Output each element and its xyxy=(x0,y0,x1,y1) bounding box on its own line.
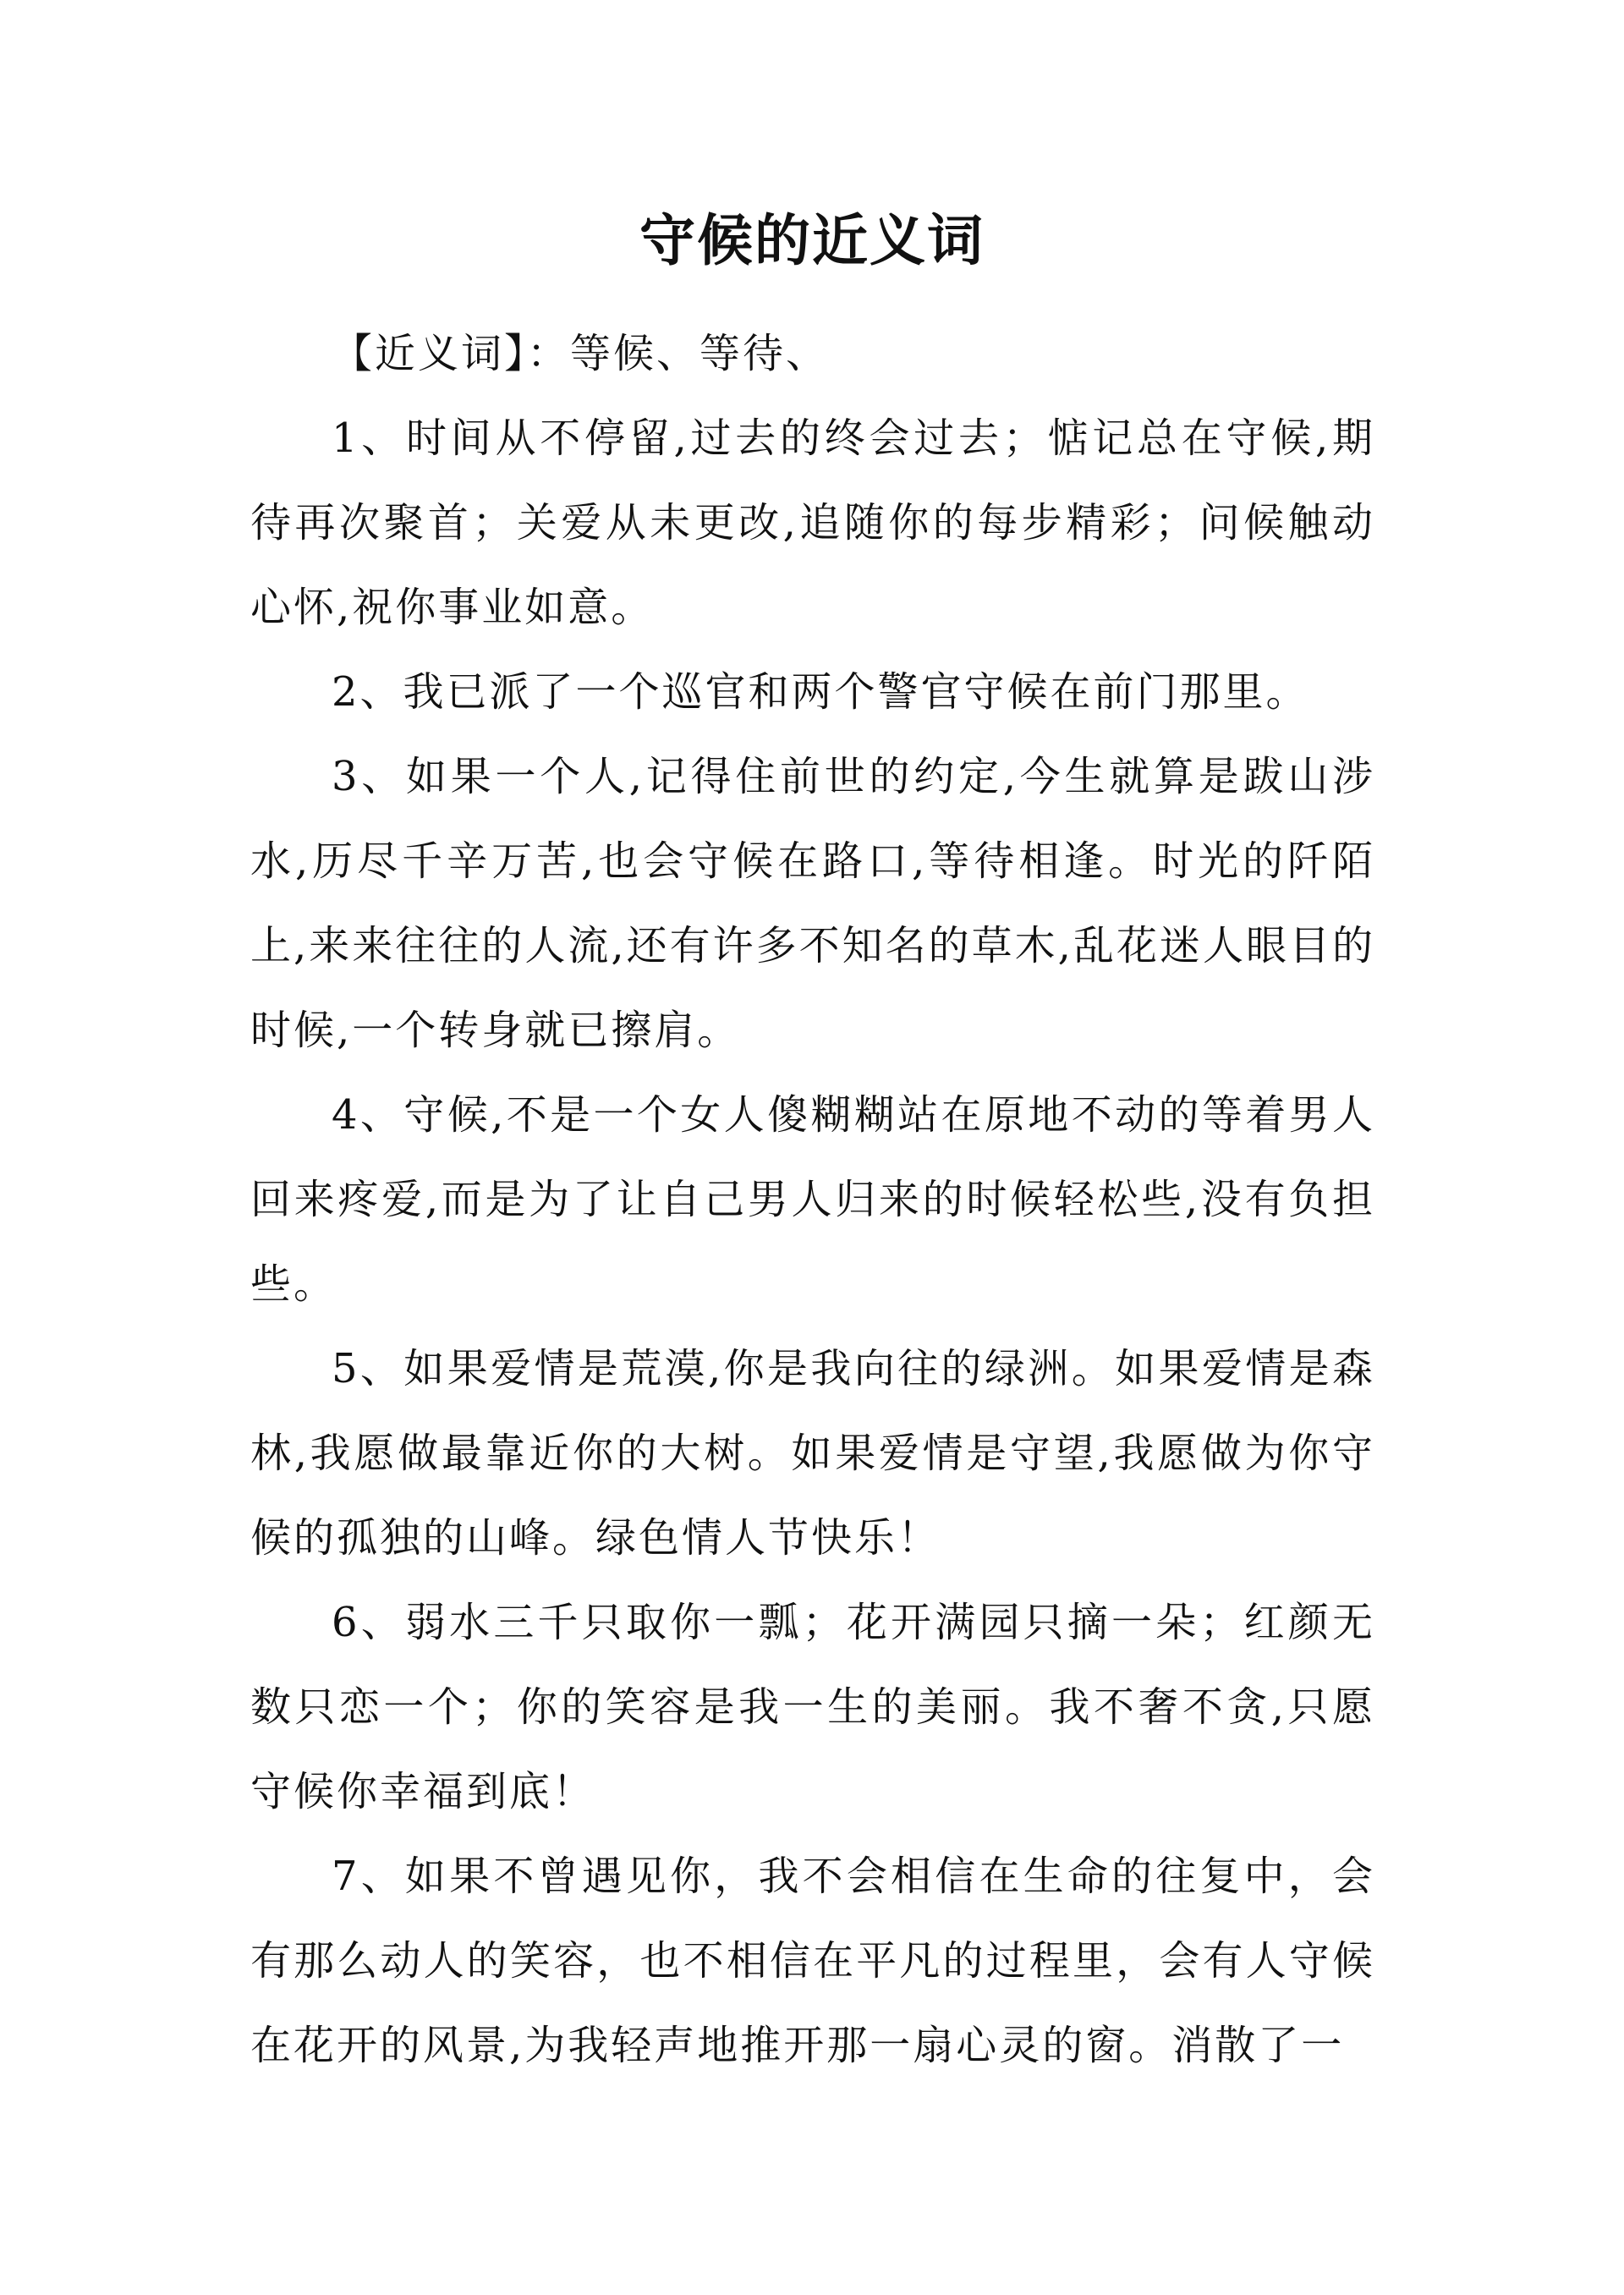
document-title: 守候的近义词 xyxy=(639,208,985,273)
example-paragraph-6: 6、弱水三千只取你一瓢；花开满园只摘一朵；红颜无数只恋一个；你的笑容是我一生的美丽。我不奢不贪,只愿守候你幸福到底！ xyxy=(250,1599,1375,1815)
document-body xyxy=(250,311,1375,2088)
example-paragraph-2: 2、我已派了一个巡官和两个警官守候在前门那里。 xyxy=(332,668,1309,716)
example-paragraph-3: 3、如果一个人,记得住前世的约定,今生就算是跋山涉水,历尽千辛万苦,也会守候在路口,等待相逢。时光的阡陌上,来来往往的人流,还有许多不知名的草木,乱花迷人眼目的时候,一个转身就已擦肩。 xyxy=(250,753,1375,1054)
example-paragraph-4: 4、守候,不是一个女人傻糊糊站在原地不动的等着男人回来疼爱,而是为了让自己男人归来的时候轻松些,没有负担些。 xyxy=(250,1091,1375,1308)
synonyms-paragraph: 【近义词】：等候、等待、 xyxy=(332,330,830,377)
example-paragraph-1: 1、时间从不停留,过去的终会过去；惦记总在守候,期待再次聚首；关爱从未更改,追随你的每步精彩；问候触动心怀,祝你事业如意。 xyxy=(250,415,1375,631)
example-paragraph-7: 7、如果不曾遇见你，我不会相信在生命的往复中，会有那么动人的笑容，也不相信在平凡的过程里，会有人守候在花开的风景,为我轻声地推开那一扇心灵的窗。消散了一 xyxy=(250,1853,1375,2069)
example-paragraph-5: 5、如果爱情是荒漠,你是我向往的绿洲。如果爱情是森林,我愿做最靠近你的大树。如果爱情是守望,我愿做为你守候的孤独的山峰。绿色情人节快乐！ xyxy=(250,1345,1375,1562)
